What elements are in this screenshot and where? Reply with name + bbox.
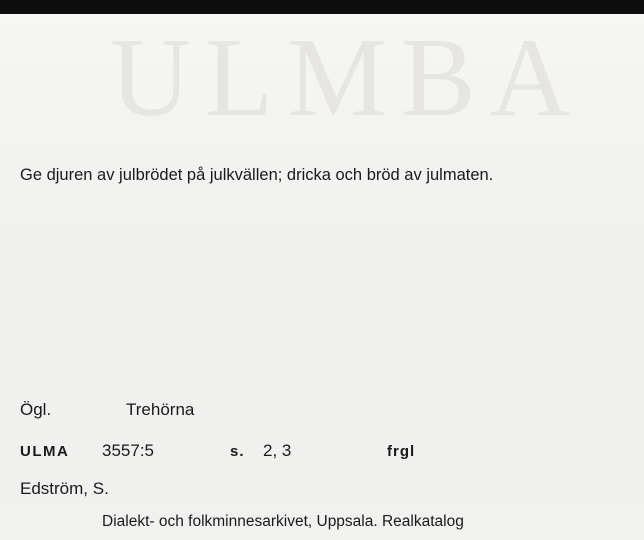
category-code: frgl [387, 443, 416, 460]
watermark: ULMBA [110, 16, 585, 140]
locality: Ögl. [20, 400, 52, 419]
collector-name: Edström, S. [20, 479, 109, 498]
page-value: 2, 3 [263, 441, 292, 460]
card-body-text: Ge djuren av julbrödet på julkvällen; dricka och bröd av julmaten. [20, 166, 494, 184]
archive-number: 3557:5 [102, 441, 154, 460]
card-top-border [0, 0, 644, 14]
archive-code: ULMA [20, 443, 70, 460]
parish: Trehörna [126, 400, 195, 419]
archive-footer: Dialekt- och folkminnesarkivet, Uppsala. Realkatalog [102, 513, 464, 530]
page-label: s. [230, 443, 245, 460]
